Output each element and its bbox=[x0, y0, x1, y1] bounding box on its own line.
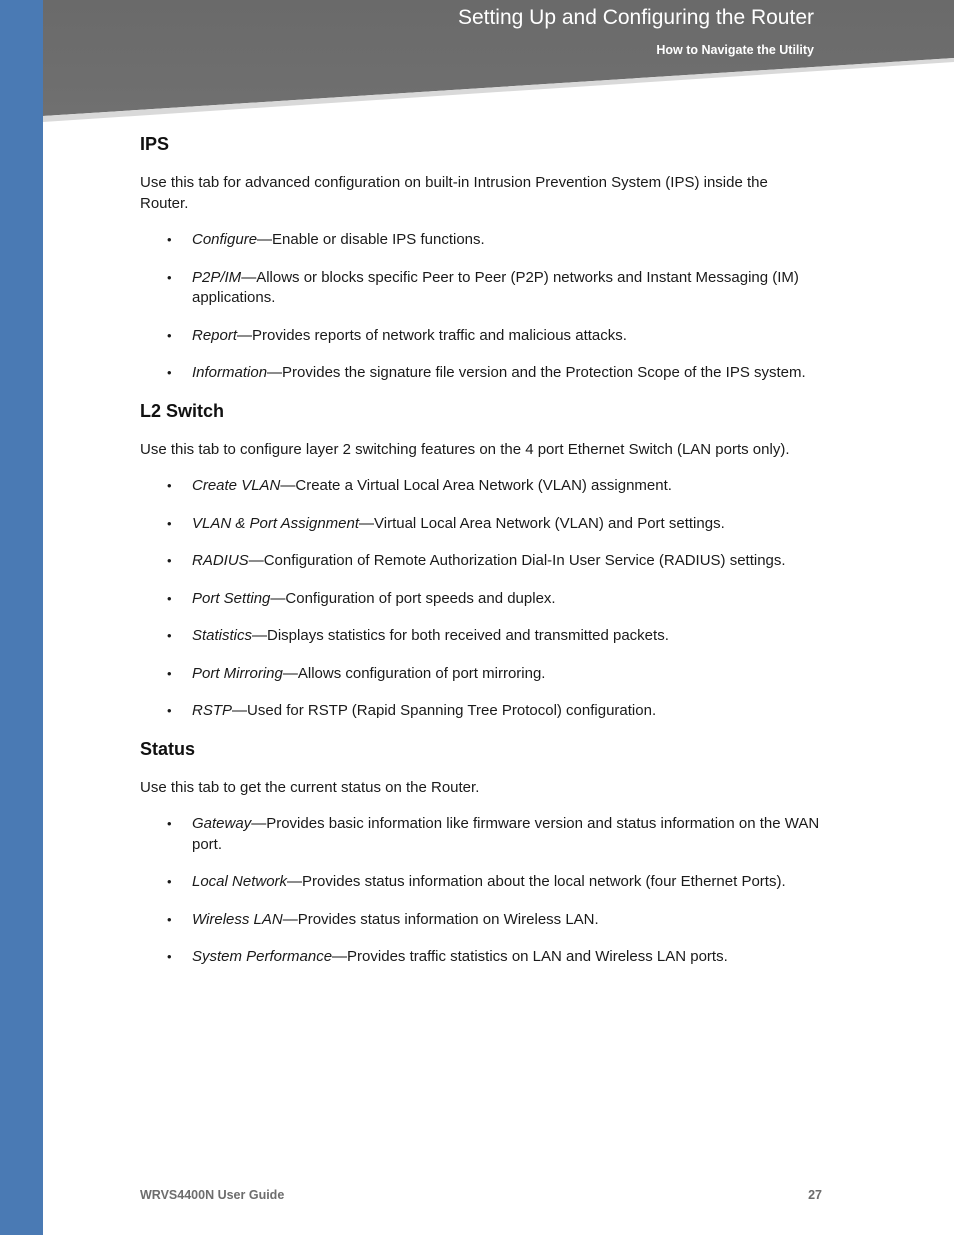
list-item bbox=[140, 230, 820, 251]
item-term: RADIUS bbox=[192, 552, 249, 569]
section-heading: L2 Switch bbox=[140, 400, 225, 421]
section-intro: Use this tab to get the current status on the Router. bbox=[140, 778, 480, 796]
bullet-icon: • bbox=[167, 816, 172, 831]
item-desc: —Create a Virtual Local Area Network (VLAN) assignment. bbox=[280, 477, 672, 494]
list-item bbox=[140, 910, 820, 931]
list-item bbox=[140, 664, 820, 685]
list-item bbox=[140, 872, 820, 893]
list-item bbox=[140, 947, 820, 968]
item-desc: —Provides basic information like firmware version and status information on the WAN port. bbox=[192, 815, 820, 853]
list-item bbox=[140, 268, 820, 309]
section-l2-switch bbox=[140, 401, 820, 722]
bullet-icon: • bbox=[167, 553, 172, 568]
header-subtitle: How to Navigate the Utility bbox=[656, 43, 814, 57]
item-term: Configure bbox=[192, 231, 258, 248]
list-item bbox=[140, 551, 820, 572]
bullet-list bbox=[140, 230, 820, 384]
item-term: P2P/IM bbox=[192, 268, 242, 286]
bullet-icon: • bbox=[167, 515, 172, 531]
footer-guide-title: WRVS4400N User Guide bbox=[140, 1188, 285, 1202]
item-desc: —Provides the signature file version and the Protection Scope of the IPS system. bbox=[267, 364, 806, 381]
item-term: Port Setting bbox=[192, 589, 271, 607]
list-item bbox=[140, 514, 820, 535]
item-desc: —Enable or disable IPS functions. bbox=[257, 231, 485, 248]
list-item bbox=[140, 476, 820, 497]
item-desc: —Used for RSTP (Rapid Spanning Tree Protocol) configuration. bbox=[232, 702, 657, 719]
item-term: VLAN & Port Assignment bbox=[192, 514, 360, 532]
item-desc: —Provides status information on Wireless LAN. bbox=[282, 910, 599, 928]
footer-page-number: 27 bbox=[808, 1188, 822, 1202]
bullet-icon: • bbox=[167, 949, 172, 964]
item-term: System Performance bbox=[192, 948, 333, 965]
section-intro: Use this tab to configure layer 2 switching features on the 4 port Ethernet Switch (LAN ports only). bbox=[140, 440, 790, 458]
item-term: RSTP bbox=[192, 702, 233, 719]
item-term: Report bbox=[192, 326, 238, 344]
list-item bbox=[140, 814, 820, 855]
bullet-icon: • bbox=[167, 327, 172, 343]
side-color-bar bbox=[0, 0, 43, 1235]
list-item bbox=[140, 589, 820, 610]
item-desc: —Configuration of Remote Authorization Dial-In User Service (RADIUS) settings. bbox=[248, 552, 786, 569]
item-term: Statistics bbox=[192, 627, 253, 644]
item-term: Wireless LAN bbox=[192, 910, 283, 928]
bullet-list bbox=[140, 814, 820, 968]
bullet-icon: • bbox=[167, 232, 172, 247]
list-item bbox=[140, 626, 820, 647]
section-heading: Status bbox=[140, 738, 196, 759]
item-term: Port Mirroring bbox=[192, 664, 283, 682]
list-item bbox=[140, 701, 820, 722]
section-intro: Use this tab for advanced configuration on built-in Intrusion Prevention System (IPS) inside the Router. bbox=[140, 174, 768, 212]
item-desc: —Configuration of port speeds and duplex. bbox=[270, 589, 556, 607]
bullet-icon: • bbox=[167, 365, 172, 380]
bullet-icon: • bbox=[167, 665, 172, 681]
item-desc: —Provides status information about the local network (four Ethernet Ports). bbox=[287, 873, 786, 890]
bullet-icon: • bbox=[167, 628, 172, 643]
bullet-icon: • bbox=[167, 911, 172, 927]
section-heading: IPS bbox=[140, 134, 170, 154]
item-desc: —Provides traffic statistics on LAN and Wireless LAN ports. bbox=[332, 948, 728, 965]
item-desc: —Allows configuration of port mirroring. bbox=[282, 664, 546, 682]
item-desc: —Provides reports of network traffic and malicious attacks. bbox=[237, 326, 627, 344]
item-desc: —Allows or blocks specific Peer to Peer (P2P) networks and Instant Messaging (IM) applications. bbox=[192, 268, 799, 306]
section-ips bbox=[140, 134, 820, 384]
list-item bbox=[140, 326, 820, 347]
item-term: Create VLAN bbox=[192, 477, 281, 494]
page-content bbox=[140, 134, 820, 985]
item-term: Information bbox=[192, 364, 268, 381]
item-term: Local Network bbox=[192, 873, 288, 890]
bullet-icon: • bbox=[167, 478, 172, 493]
item-term: Gateway bbox=[192, 815, 252, 832]
item-desc: —Virtual Local Area Network (VLAN) and Port settings. bbox=[359, 514, 725, 532]
bullet-icon: • bbox=[167, 269, 172, 285]
bullet-icon: • bbox=[167, 590, 172, 606]
bullet-icon: • bbox=[167, 703, 172, 718]
bullet-list bbox=[140, 476, 820, 722]
bullet-icon: • bbox=[167, 874, 172, 889]
list-item bbox=[140, 363, 820, 384]
header-title: Setting Up and Configuring the Router bbox=[457, 6, 814, 29]
section-status bbox=[140, 739, 820, 968]
item-desc: —Displays statistics for both received and transmitted packets. bbox=[252, 627, 669, 644]
